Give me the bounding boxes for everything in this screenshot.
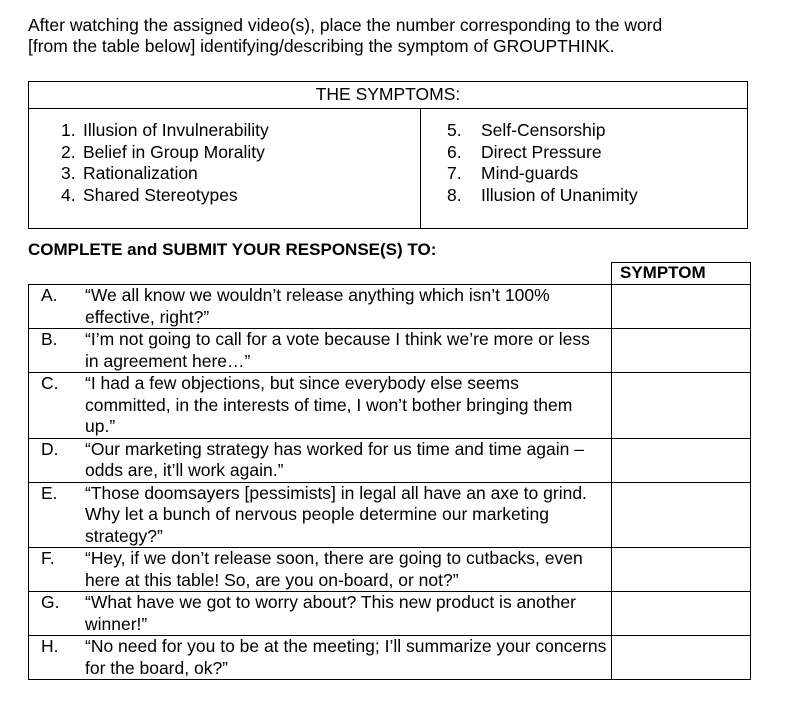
symptom-item: [447, 120, 747, 142]
row-statement: “Our marketing strategy has worked for us time and time again – odds are, it’ll work again.”: [85, 438, 584, 480]
row-statement: “We all know we wouldn’t release anything which isn’t 100% effective, right?”: [85, 285, 550, 327]
response-row-f: [29, 548, 751, 592]
instructions-line-1: After watching the assigned video(s), place the number corresponding to the word: [28, 15, 663, 35]
symptom-item: [61, 185, 420, 207]
responses-table: [28, 262, 751, 680]
symptom-item: [61, 142, 420, 164]
answer-cell-b[interactable]: [612, 329, 751, 373]
instructions: [28, 15, 748, 57]
response-row-g: [29, 592, 751, 636]
symptom-number: 6.: [447, 141, 462, 162]
symptom-number: 4.: [61, 184, 76, 205]
row-letter: A.: [41, 285, 58, 305]
response-row-c: [29, 373, 751, 439]
symptom-number: 7.: [447, 163, 462, 183]
row-letter: H.: [41, 636, 59, 656]
row-letter: G.: [41, 592, 60, 612]
row-statement: “Those doomsayers [pessimists] in legal all have an axe to grind. Why let a bunch of nervous people determine our marketing strategy?”: [85, 482, 587, 546]
instructions-line-2: [from the table below] identifying/describing the symptom of GROUPTHINK.: [28, 36, 615, 56]
symptom-label: Self-Censorship: [481, 120, 606, 140]
symptom-item: [447, 163, 747, 185]
response-row-e: [29, 482, 751, 548]
answer-cell-e[interactable]: [612, 482, 751, 548]
row-letter: D.: [41, 438, 59, 459]
responses-heading: COMPLETE and SUBMIT YOUR RESPONSE(S) TO:: [28, 240, 437, 259]
answer-cell-a[interactable]: [612, 285, 751, 329]
symptom-label: Shared Stereotypes: [83, 184, 238, 205]
answer-cell-d[interactable]: [612, 438, 751, 482]
row-letter: B.: [41, 329, 58, 349]
response-row-b: [29, 329, 751, 373]
symptom-item: [61, 163, 420, 185]
response-row-h: [29, 636, 751, 680]
answer-cell-h[interactable]: [612, 636, 751, 680]
symptom-label: Belief in Group Morality: [83, 141, 265, 162]
row-statement: “I’m not going to call for a vote because I think we’re more or less in agreement here…”: [85, 329, 590, 371]
answer-cell-f[interactable]: [612, 548, 751, 592]
symptoms-title: THE SYMPTOMS:: [29, 82, 748, 109]
row-statement: “I had a few objections, but since everybody else seems committed, in the interests of time, I won’t bother bringing them up.”: [85, 373, 573, 436]
symptom-label: Illusion of Invulnerability: [83, 120, 269, 140]
symptom-label: Mind-guards: [481, 163, 579, 183]
row-statement: “No need for you to be at the meeting; I’ll summarize your concerns for the board, ok?”: [85, 636, 607, 678]
row-letter: F.: [41, 548, 55, 568]
row-statement: “Hey, if we don’t release soon, there are going to cutbacks, even here at this table! So, are you on-board, or not?”: [85, 548, 583, 590]
symptom-item: [61, 120, 420, 142]
symptom-item: [447, 185, 747, 207]
symptom-item: [447, 142, 747, 164]
symptoms-left-column: [29, 109, 421, 229]
symptom-number: 8.: [447, 184, 462, 205]
symptoms-right-column: [421, 109, 748, 229]
row-letter: E.: [41, 482, 58, 503]
symptom-label: Rationalization: [83, 163, 198, 183]
symptom-column-header: SYMPTOM: [612, 263, 751, 285]
symptom-number: 5.: [447, 120, 462, 140]
symptom-label: Direct Pressure: [481, 141, 602, 162]
answer-cell-c[interactable]: [612, 373, 751, 439]
answer-cell-g[interactable]: [612, 592, 751, 636]
symptom-number: 1.: [61, 120, 76, 140]
symptom-number: 2.: [61, 141, 76, 162]
row-letter: C.: [41, 373, 59, 393]
symptoms-table: [28, 81, 748, 229]
row-statement: “What have we got to worry about? This new product is another winner!”: [85, 592, 576, 634]
response-row-a: [29, 285, 751, 329]
symptom-number: 3.: [61, 163, 76, 183]
symptom-label: Illusion of Unanimity: [481, 184, 638, 205]
header-spacer: [29, 263, 612, 285]
response-row-d: [29, 438, 751, 482]
